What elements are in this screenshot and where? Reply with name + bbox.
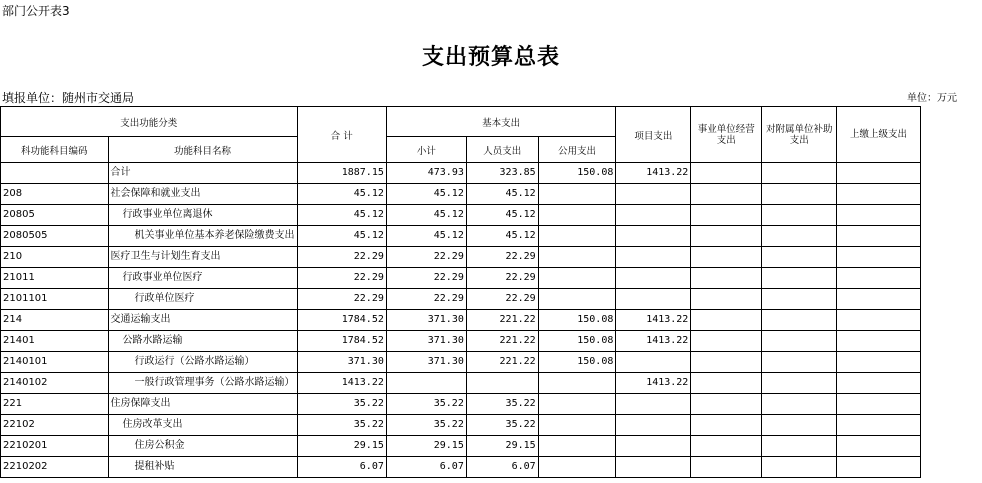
table-row (1, 289, 982, 310)
row-business (691, 415, 762, 436)
row-public: 150.08 (538, 352, 616, 373)
table-row (1, 394, 982, 415)
row-public: 150.08 (538, 331, 616, 352)
row-subsidy (762, 373, 837, 394)
row-subsidy (762, 163, 837, 184)
header-business: 事业单位经营支出 (691, 107, 762, 163)
page-title: 支出预算总表 (421, 44, 560, 70)
row-code: 221 (1, 394, 109, 415)
document-label: 部门公开表3 (2, 4, 70, 18)
row-business (691, 310, 762, 331)
row-business (691, 457, 762, 478)
row-public: 150.08 (538, 163, 616, 184)
table-row (1, 184, 982, 205)
row-name: 住房公积金 (108, 436, 297, 457)
header-project: 项目支出 (616, 107, 691, 163)
row-personnel: 22.29 (466, 268, 538, 289)
table-row (1, 205, 982, 226)
row-name: 提租补贴 (108, 457, 297, 478)
row-code: 210 (1, 247, 109, 268)
row-project: 1413.22 (616, 331, 691, 352)
row-public (538, 205, 616, 226)
row-total: 29.15 (297, 436, 386, 457)
row-subtotal: 45.12 (386, 184, 466, 205)
row-project (616, 289, 691, 310)
row-project: 1413.22 (616, 163, 691, 184)
row-project (616, 457, 691, 478)
row-total: 6.07 (297, 457, 386, 478)
row-upper (837, 289, 921, 310)
row-code: 21011 (1, 268, 109, 289)
header-upper: 上缴上级支出 (837, 107, 921, 163)
row-public: 150.08 (538, 310, 616, 331)
table-row (1, 310, 982, 331)
row-name: 住房保障支出 (108, 394, 297, 415)
row-code: 214 (1, 310, 109, 331)
row-total: 35.22 (297, 394, 386, 415)
row-subtotal (386, 373, 466, 394)
row-subsidy (762, 394, 837, 415)
row-public (538, 289, 616, 310)
row-subsidy (762, 184, 837, 205)
row-total: 1413.22 (297, 373, 386, 394)
row-code: 2210201 (1, 436, 109, 457)
header-personnel: 人员支出 (466, 137, 538, 163)
table-row (1, 373, 982, 394)
row-personnel: 29.15 (466, 436, 538, 457)
row-total: 1784.52 (297, 331, 386, 352)
table-row (1, 331, 982, 352)
row-upper (837, 457, 921, 478)
row-project (616, 352, 691, 373)
row-name: 一般行政管理事务（公路水路运输） (108, 373, 297, 394)
row-personnel: 221.22 (466, 331, 538, 352)
row-upper (837, 415, 921, 436)
row-subtotal: 371.30 (386, 310, 466, 331)
row-business (691, 205, 762, 226)
row-public (538, 436, 616, 457)
row-total: 371.30 (297, 352, 386, 373)
row-personnel: 45.12 (466, 205, 538, 226)
header-code: 科功能科目编码 (1, 137, 109, 163)
row-subsidy (762, 205, 837, 226)
row-public (538, 457, 616, 478)
header-total: 合 计 (297, 107, 386, 163)
row-subtotal: 22.29 (386, 268, 466, 289)
row-subtotal: 35.22 (386, 415, 466, 436)
row-code: 20805 (1, 205, 109, 226)
table-row (1, 415, 982, 436)
row-personnel: 45.12 (466, 184, 538, 205)
row-project: 1413.22 (616, 373, 691, 394)
row-subtotal: 6.07 (386, 457, 466, 478)
row-business (691, 247, 762, 268)
row-total: 1887.15 (297, 163, 386, 184)
row-code: 2140101 (1, 352, 109, 373)
header-name: 功能科目名称 (108, 137, 297, 163)
row-name: 行政事业单位医疗 (108, 268, 297, 289)
row-subtotal: 35.22 (386, 394, 466, 415)
row-personnel: 45.12 (466, 226, 538, 247)
row-code (1, 163, 109, 184)
row-code: 2140102 (1, 373, 109, 394)
row-project (616, 415, 691, 436)
row-name: 合计 (108, 163, 297, 184)
header-subsidy: 对附属单位补助支出 (762, 107, 837, 163)
row-upper (837, 163, 921, 184)
row-name: 交通运输支出 (108, 310, 297, 331)
row-code: 22102 (1, 415, 109, 436)
row-subsidy (762, 331, 837, 352)
row-public (538, 373, 616, 394)
row-total: 45.12 (297, 184, 386, 205)
row-personnel: 35.22 (466, 394, 538, 415)
row-business (691, 289, 762, 310)
row-personnel: 22.29 (466, 247, 538, 268)
row-subtotal: 29.15 (386, 436, 466, 457)
row-public (538, 247, 616, 268)
row-business (691, 394, 762, 415)
row-subsidy (762, 436, 837, 457)
row-total: 1784.52 (297, 310, 386, 331)
row-project (616, 226, 691, 247)
row-business (691, 373, 762, 394)
row-total: 45.12 (297, 226, 386, 247)
row-code: 2210202 (1, 457, 109, 478)
row-personnel: 221.22 (466, 352, 538, 373)
row-subtotal: 22.29 (386, 289, 466, 310)
row-name: 行政单位医疗 (108, 289, 297, 310)
row-upper (837, 184, 921, 205)
row-total: 22.29 (297, 247, 386, 268)
row-personnel: 221.22 (466, 310, 538, 331)
table-row (1, 247, 982, 268)
table-body (1, 163, 982, 478)
row-upper (837, 226, 921, 247)
row-subsidy (762, 289, 837, 310)
row-name: 行政事业单位离退休 (108, 205, 297, 226)
row-code: 208 (1, 184, 109, 205)
row-personnel: 323.85 (466, 163, 538, 184)
row-upper (837, 373, 921, 394)
header-subtotal: 小计 (386, 137, 466, 163)
row-name: 住房改革支出 (108, 415, 297, 436)
row-total: 22.29 (297, 268, 386, 289)
row-business (691, 436, 762, 457)
row-upper (837, 394, 921, 415)
row-personnel: 22.29 (466, 289, 538, 310)
row-subtotal: 45.12 (386, 205, 466, 226)
row-project (616, 394, 691, 415)
row-subsidy (762, 310, 837, 331)
table-row (1, 352, 982, 373)
row-upper (837, 352, 921, 373)
table-row (1, 436, 982, 457)
row-subsidy (762, 226, 837, 247)
header-public: 公用支出 (538, 137, 616, 163)
row-subsidy (762, 247, 837, 268)
row-upper (837, 331, 921, 352)
row-subsidy (762, 352, 837, 373)
row-name: 社会保障和就业支出 (108, 184, 297, 205)
row-personnel (466, 373, 538, 394)
row-upper (837, 310, 921, 331)
table-row (1, 268, 982, 289)
row-project (616, 436, 691, 457)
row-business (691, 184, 762, 205)
row-public (538, 415, 616, 436)
table-row (1, 457, 982, 478)
row-business (691, 163, 762, 184)
row-upper (837, 268, 921, 289)
row-business (691, 352, 762, 373)
row-business (691, 226, 762, 247)
row-subtotal: 45.12 (386, 226, 466, 247)
budget-table (0, 106, 982, 478)
row-project (616, 205, 691, 226)
row-subtotal: 473.93 (386, 163, 466, 184)
row-subtotal: 371.30 (386, 331, 466, 352)
row-code: 21401 (1, 331, 109, 352)
row-public (538, 394, 616, 415)
row-upper (837, 205, 921, 226)
row-project (616, 184, 691, 205)
row-subsidy (762, 268, 837, 289)
header-basic: 基本支出 (386, 107, 616, 137)
row-total: 45.12 (297, 205, 386, 226)
row-business (691, 331, 762, 352)
row-personnel: 6.07 (466, 457, 538, 478)
row-subtotal: 22.29 (386, 247, 466, 268)
row-subsidy (762, 457, 837, 478)
row-project (616, 247, 691, 268)
row-public (538, 226, 616, 247)
reporting-unit: 填报单位：随州市交通局 (2, 91, 135, 105)
row-code: 2080505 (1, 226, 109, 247)
row-personnel: 35.22 (466, 415, 538, 436)
row-name: 医疗卫生与计划生育支出 (108, 247, 297, 268)
row-subtotal: 371.30 (386, 352, 466, 373)
row-project (616, 268, 691, 289)
table-row (1, 163, 982, 184)
row-project: 1413.22 (616, 310, 691, 331)
row-name: 机关事业单位基本养老保险缴费支出 (108, 226, 297, 247)
row-public (538, 184, 616, 205)
row-business (691, 268, 762, 289)
row-total: 22.29 (297, 289, 386, 310)
row-name: 公路水路运输 (108, 331, 297, 352)
currency-unit: 单位：万元 (907, 93, 957, 104)
row-code: 2101101 (1, 289, 109, 310)
row-subsidy (762, 415, 837, 436)
table-row (1, 226, 982, 247)
row-upper (837, 436, 921, 457)
header-func-class: 支出功能分类 (1, 107, 298, 137)
row-name: 行政运行（公路水路运输） (108, 352, 297, 373)
row-public (538, 268, 616, 289)
row-total: 35.22 (297, 415, 386, 436)
row-upper (837, 247, 921, 268)
